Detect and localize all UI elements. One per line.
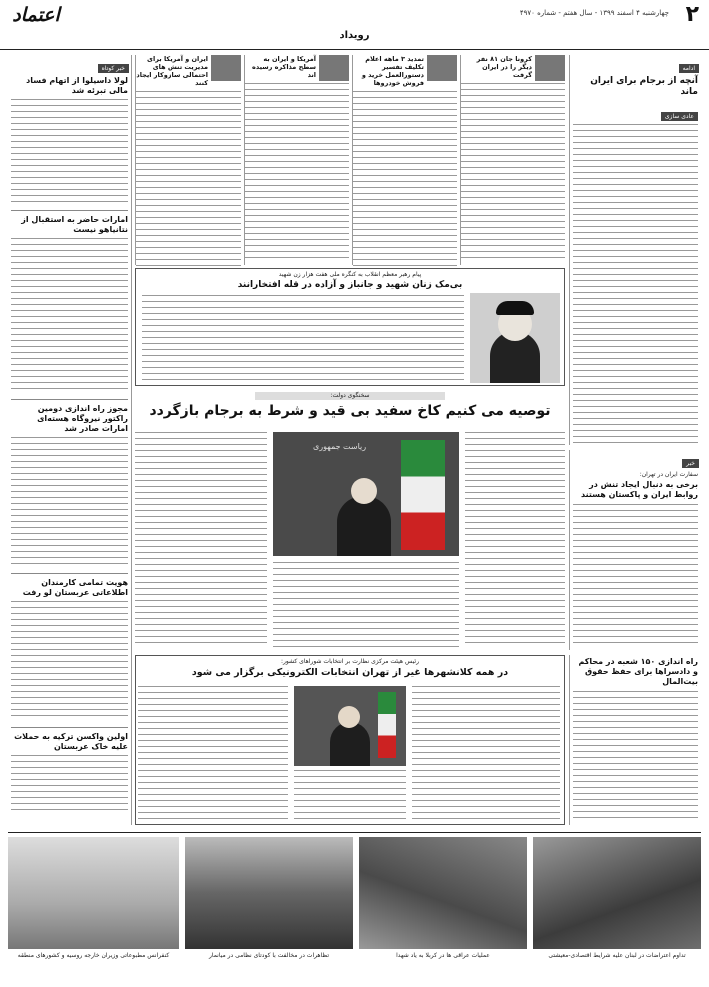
left-item-5-body [11, 755, 128, 815]
press-conference-photo [8, 837, 179, 949]
left-item-2-body [11, 238, 128, 393]
left-item-5-headline[interactable]: اولین واکسن ترکیه به حملات علیه خاک عربستان [14, 732, 128, 751]
newspaper-logo: اعتماد [12, 4, 60, 26]
right-lower-tag: خبر [682, 459, 699, 468]
main-story-headline[interactable]: توصیه می کنیم کاخ سفید بی قید و شرط به برجام بازگردد [149, 403, 551, 419]
right-lower-kicker: سفارت ایران در تهران: [639, 471, 698, 478]
masthead [0, 0, 709, 50]
section-title: رویداد [339, 30, 370, 41]
main-story-kicker: سخنگوی دولت: [255, 392, 445, 400]
right-column-subtag: عادی سازی [661, 112, 698, 121]
main-story [135, 392, 565, 650]
main-story-photo-label: ریاست جمهوری [313, 442, 367, 451]
page-number: ۲ [685, 2, 699, 27]
myanmar-protest-photo [185, 837, 353, 949]
right-bottom [569, 655, 701, 825]
main-story-photo [273, 432, 459, 556]
photo-strip-item-2[interactable] [359, 837, 527, 981]
top-story-3-headline[interactable]: آمریکا و ایران به سطح مذاکره رسیده اند [252, 55, 316, 80]
photo-strip-caption-1: تداوم اعتراضات در لبنان علیه شرایط اقتصادی-معیشتی [548, 952, 686, 959]
right-column-headline[interactable]: آنچه از برجام برای ایران ماند [590, 76, 698, 98]
photo-strip-item-1[interactable] [533, 837, 701, 981]
main-story-body-left [135, 432, 267, 647]
election-story-photo [294, 686, 406, 766]
photo-strip-caption-2: عملیات عراقی ها در کربلا به یاد شهدا [396, 952, 490, 959]
top-story-2-headline[interactable]: تمدید ۳ ماهه اعلام تکلیف تفسیر دستورالعمل خرید و فروش خودروها [361, 55, 424, 88]
right-bottom-headline[interactable]: راه اندازی ۱۵۰ شعبه در محاکم و دادسراها برای حفظ حقوق بیت‌المال [578, 657, 698, 686]
top-story-2 [352, 55, 457, 265]
left-item-4-headline[interactable]: هویت تمامی کارمندان اطلاعاتی عربستان لو رفت [22, 578, 128, 597]
top-story-4-body [136, 91, 241, 266]
election-story-body-right [412, 686, 560, 820]
leader-box-kicker: پیام رهبر معظم انقلاب به کنگره ملی هفت هزار زن شهید [278, 271, 422, 278]
right-lower-headline[interactable]: برخی به دنبال ایجاد تنش در روابط ایران و پاکستان هستند [580, 480, 698, 499]
main-story-body-right [465, 432, 565, 647]
right-column [569, 55, 701, 445]
leader-portrait [470, 293, 560, 383]
left-column [8, 55, 132, 825]
photo-strip-caption-4: کنفرانس مطبوعاتی وزیران خارجه روسیه و کشورهای منطقه [17, 952, 170, 959]
right-column-body [573, 124, 698, 444]
photo-strip-caption-3: تظاهرات در مخالفت با کودتای نظامی در میانمار [208, 952, 330, 959]
election-story-kicker: رئیس هیئت مرکزی نظارت بر انتخابات شوراهای کشور: [281, 658, 419, 665]
top-story-1-body [461, 83, 565, 258]
leader-box [135, 268, 565, 386]
top-row [135, 55, 565, 270]
right-column-tag: ادامه [679, 64, 699, 73]
karbala-crowd-photo [359, 837, 527, 949]
photo-strip-item-4[interactable] [8, 837, 179, 981]
right-bottom-body [573, 691, 698, 821]
top-story-3 [244, 55, 349, 265]
right-lower [569, 450, 701, 650]
left-item-2-headline[interactable]: امارات حاضر به استقبال از نتانیاهو نیست [21, 215, 128, 234]
dateline: چهارشنبه ۴ اسفند ۱۳۹۹ - سال هفتم - شماره ۴۹۷۰ [519, 9, 669, 17]
top-story-1-photo [535, 55, 565, 81]
left-column-tag: خبر کوتاه [98, 64, 129, 73]
top-story-4-photo [211, 55, 241, 81]
photo-strip-item-3[interactable] [185, 837, 353, 981]
election-story-body-left [138, 686, 288, 820]
flag-graphic [401, 440, 445, 550]
main-story-body-under-photo [273, 562, 459, 647]
left-item-4-body [11, 601, 128, 721]
photo-strip [8, 832, 701, 982]
top-story-2-body [353, 91, 457, 266]
left-item-1-headline[interactable]: لولا داسیلوا از اتهام فساد مالی تبرئه شد [26, 76, 128, 95]
top-story-2-photo [427, 55, 457, 81]
top-story-3-photo [319, 55, 349, 81]
top-story-1 [460, 55, 565, 265]
leader-box-headline[interactable]: بی‌مک زنان شهید و جانباز و آزاده در قله افتخارانند [237, 280, 463, 290]
left-item-3-headline[interactable]: مجوز راه اندازی دومین راکتور نیروگاه هسته‌ای امارات صادر شد [37, 404, 128, 433]
leader-box-body [142, 295, 464, 381]
election-story-body-under-photo [294, 770, 406, 820]
top-story-4-headline[interactable]: ایران و آمریکا برای مدیریت تنش های احتمالی سازوکار ایجاد کنند [136, 55, 208, 88]
election-story-headline[interactable]: در همه کلانشهرها غیر از تهران انتخابات الکترونیکی برگزار می شود [191, 667, 509, 678]
right-lower-body [573, 504, 698, 644]
election-story [135, 655, 565, 825]
top-story-1-headline[interactable]: کرونا جان ۸۱ نفر دیگر را در ایران گرفت [476, 55, 532, 80]
top-story-3-body [245, 83, 349, 258]
lebanon-protest-photo [533, 837, 701, 949]
top-story-4 [135, 55, 241, 265]
left-item-1-body [11, 99, 128, 204]
speaker-graphic [337, 496, 391, 556]
left-item-3-body [11, 437, 128, 567]
